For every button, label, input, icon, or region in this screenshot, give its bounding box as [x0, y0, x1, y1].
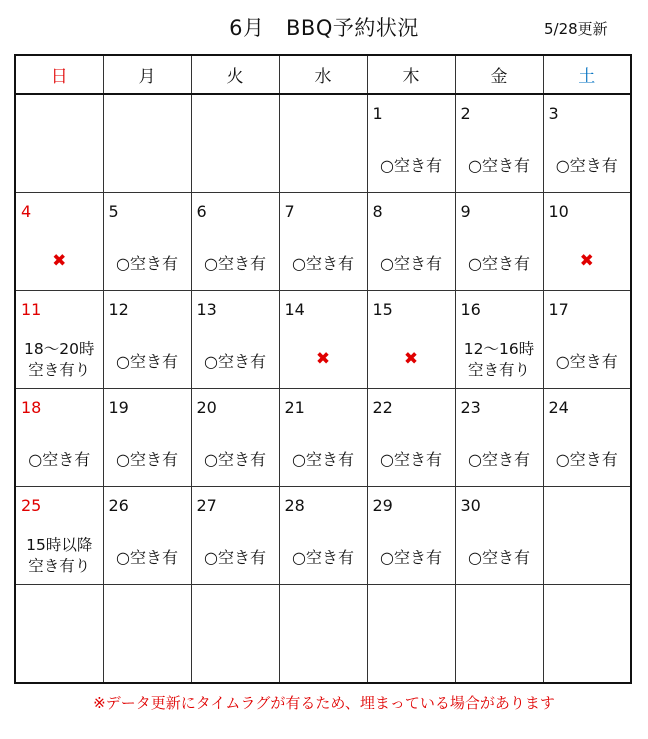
availability-status [544, 349, 631, 372]
day-number: 11 [21, 300, 42, 319]
unavailable-mark-icon [16, 251, 103, 271]
availability-status [16, 447, 103, 470]
status-line: ○空き有 [204, 450, 266, 469]
day-number: 23 [460, 398, 481, 417]
day-cell [367, 193, 455, 291]
day-number: 28 [284, 496, 305, 515]
day-number: 18 [21, 398, 42, 417]
day-cell [15, 389, 103, 487]
day-cell [103, 94, 191, 193]
day-number: 10 [548, 202, 569, 221]
availability-status [456, 545, 543, 568]
day-number: 16 [460, 300, 481, 319]
day-number: 14 [284, 300, 305, 319]
day-cell [103, 291, 191, 389]
day-cell [455, 585, 543, 684]
weekday-sunday: 日 [15, 55, 103, 94]
weekday-header-row [15, 55, 631, 94]
status-line: ✖ [52, 251, 67, 271]
unavailable-mark-icon [280, 349, 367, 369]
weekday-monday: 月 [103, 55, 191, 94]
status-line: ○空き有 [380, 254, 442, 273]
availability-status [104, 251, 191, 274]
status-line: ○空き有 [292, 450, 354, 469]
status-line: ○空き有 [204, 548, 266, 567]
day-cell [15, 487, 103, 585]
day-number: 30 [460, 496, 481, 515]
status-line: ○空き有 [116, 352, 178, 371]
status-line: ○空き有 [292, 548, 354, 567]
availability-status [192, 349, 279, 372]
calendar-body [15, 94, 631, 683]
availability-status [456, 339, 543, 381]
calendar-week-row [15, 94, 631, 193]
day-cell [191, 94, 279, 193]
day-number: 15 [372, 300, 393, 319]
calendar-week-row [15, 585, 631, 684]
availability-status [456, 153, 543, 176]
status-line: ○空き有 [468, 548, 530, 567]
day-cell [15, 585, 103, 684]
status-line-2: 空き有り [28, 361, 91, 379]
day-number: 4 [21, 202, 32, 221]
calendar-week-row [15, 389, 631, 487]
weekday-tuesday: 火 [191, 55, 279, 94]
day-number: 25 [21, 496, 42, 515]
status-line-2: 空き有り [28, 557, 91, 575]
day-cell [367, 94, 455, 193]
day-number: 19 [108, 398, 129, 417]
day-number: 13 [196, 300, 217, 319]
day-cell [15, 291, 103, 389]
status-line: ○空き有 [292, 254, 354, 273]
day-number: 1 [372, 104, 383, 123]
day-number: 24 [548, 398, 569, 417]
status-line: ✖ [579, 251, 594, 271]
calendar-week-row [15, 487, 631, 585]
day-cell [15, 193, 103, 291]
day-cell [455, 291, 543, 389]
day-cell [191, 291, 279, 389]
day-cell [279, 193, 367, 291]
availability-status [192, 545, 279, 568]
day-cell [191, 193, 279, 291]
day-cell [367, 291, 455, 389]
day-cell [103, 193, 191, 291]
day-cell [543, 585, 631, 684]
status-line: ○空き有 [380, 450, 442, 469]
day-number: 29 [372, 496, 393, 515]
day-number: 5 [108, 202, 119, 221]
availability-status [368, 447, 455, 470]
status-line: ○空き有 [116, 548, 178, 567]
availability-status [192, 251, 279, 274]
availability-status [544, 447, 631, 470]
weekday-thursday: 木 [367, 55, 455, 94]
availability-status [104, 447, 191, 470]
availability-status [280, 447, 367, 470]
day-cell [191, 487, 279, 585]
status-line: ○空き有 [204, 254, 266, 273]
page-title: 6月 BBQ予約状況 [229, 16, 419, 40]
day-cell [191, 585, 279, 684]
day-number: 21 [284, 398, 305, 417]
day-cell [455, 389, 543, 487]
status-line: ○空き有 [204, 352, 266, 371]
day-cell [367, 585, 455, 684]
status-line: 12～16時 [463, 340, 535, 358]
status-line: ○空き有 [555, 352, 618, 371]
status-line: ✖ [403, 349, 419, 369]
weekday-saturday: 土 [543, 55, 631, 94]
availability-status [368, 153, 455, 176]
status-line: ○空き有 [555, 156, 618, 175]
status-line: 18～20時 [24, 340, 95, 358]
availability-status [368, 251, 455, 274]
status-line: ○空き有 [116, 450, 178, 469]
footnote: ※データ更新にタイムラグが有るため、埋まっている場合があります [93, 694, 555, 712]
day-number: 8 [372, 202, 383, 221]
unavailable-mark-icon [544, 251, 631, 271]
day-cell [279, 585, 367, 684]
day-number: 26 [108, 496, 129, 515]
day-cell [543, 487, 631, 585]
status-line: ✖ [315, 349, 331, 369]
day-cell [15, 94, 103, 193]
day-number: 17 [548, 300, 569, 319]
day-cell [455, 487, 543, 585]
day-cell [103, 585, 191, 684]
day-number: 3 [548, 104, 559, 123]
availability-status [192, 447, 279, 470]
availability-status [456, 251, 543, 274]
status-line: ○空き有 [468, 156, 530, 175]
day-cell [455, 193, 543, 291]
updated-date: 5/28更新 [544, 20, 608, 38]
weekday-wednesday: 水 [279, 55, 367, 94]
status-line-2: 空き有り [467, 361, 530, 379]
day-cell [279, 389, 367, 487]
day-number: 20 [196, 398, 217, 417]
day-number: 12 [108, 300, 129, 319]
day-number: 2 [460, 104, 471, 123]
day-cell [367, 389, 455, 487]
day-cell [543, 389, 631, 487]
status-line: ○空き有 [28, 450, 91, 469]
calendar-grid [14, 54, 632, 684]
status-line: ○空き有 [468, 450, 530, 469]
day-number: 7 [284, 202, 295, 221]
status-line: ○空き有 [380, 548, 442, 567]
day-cell [543, 291, 631, 389]
day-cell [543, 193, 631, 291]
day-number: 22 [372, 398, 393, 417]
availability-status [368, 545, 455, 568]
day-cell [543, 94, 631, 193]
availability-status [456, 447, 543, 470]
availability-status [280, 545, 367, 568]
weekday-friday: 金 [455, 55, 543, 94]
day-cell [367, 487, 455, 585]
day-cell [103, 389, 191, 487]
day-cell [279, 94, 367, 193]
availability-status [104, 349, 191, 372]
day-cell [279, 487, 367, 585]
day-cell [455, 94, 543, 193]
status-line: ○空き有 [555, 450, 618, 469]
availability-status [16, 339, 103, 381]
availability-status [104, 545, 191, 568]
status-line: ○空き有 [468, 254, 530, 273]
status-line: ○空き有 [380, 156, 442, 175]
day-cell [103, 487, 191, 585]
availability-status [280, 251, 367, 274]
day-number: 27 [196, 496, 217, 515]
day-number: 6 [196, 202, 207, 221]
availability-status [16, 535, 103, 577]
calendar-week-row [15, 193, 631, 291]
day-cell [191, 389, 279, 487]
day-cell [279, 291, 367, 389]
availability-status [544, 153, 631, 176]
status-line: 15時以降 [26, 536, 93, 554]
unavailable-mark-icon [368, 349, 455, 369]
day-number: 9 [460, 202, 471, 221]
calendar-week-row [15, 291, 631, 389]
status-line: ○空き有 [116, 254, 178, 273]
